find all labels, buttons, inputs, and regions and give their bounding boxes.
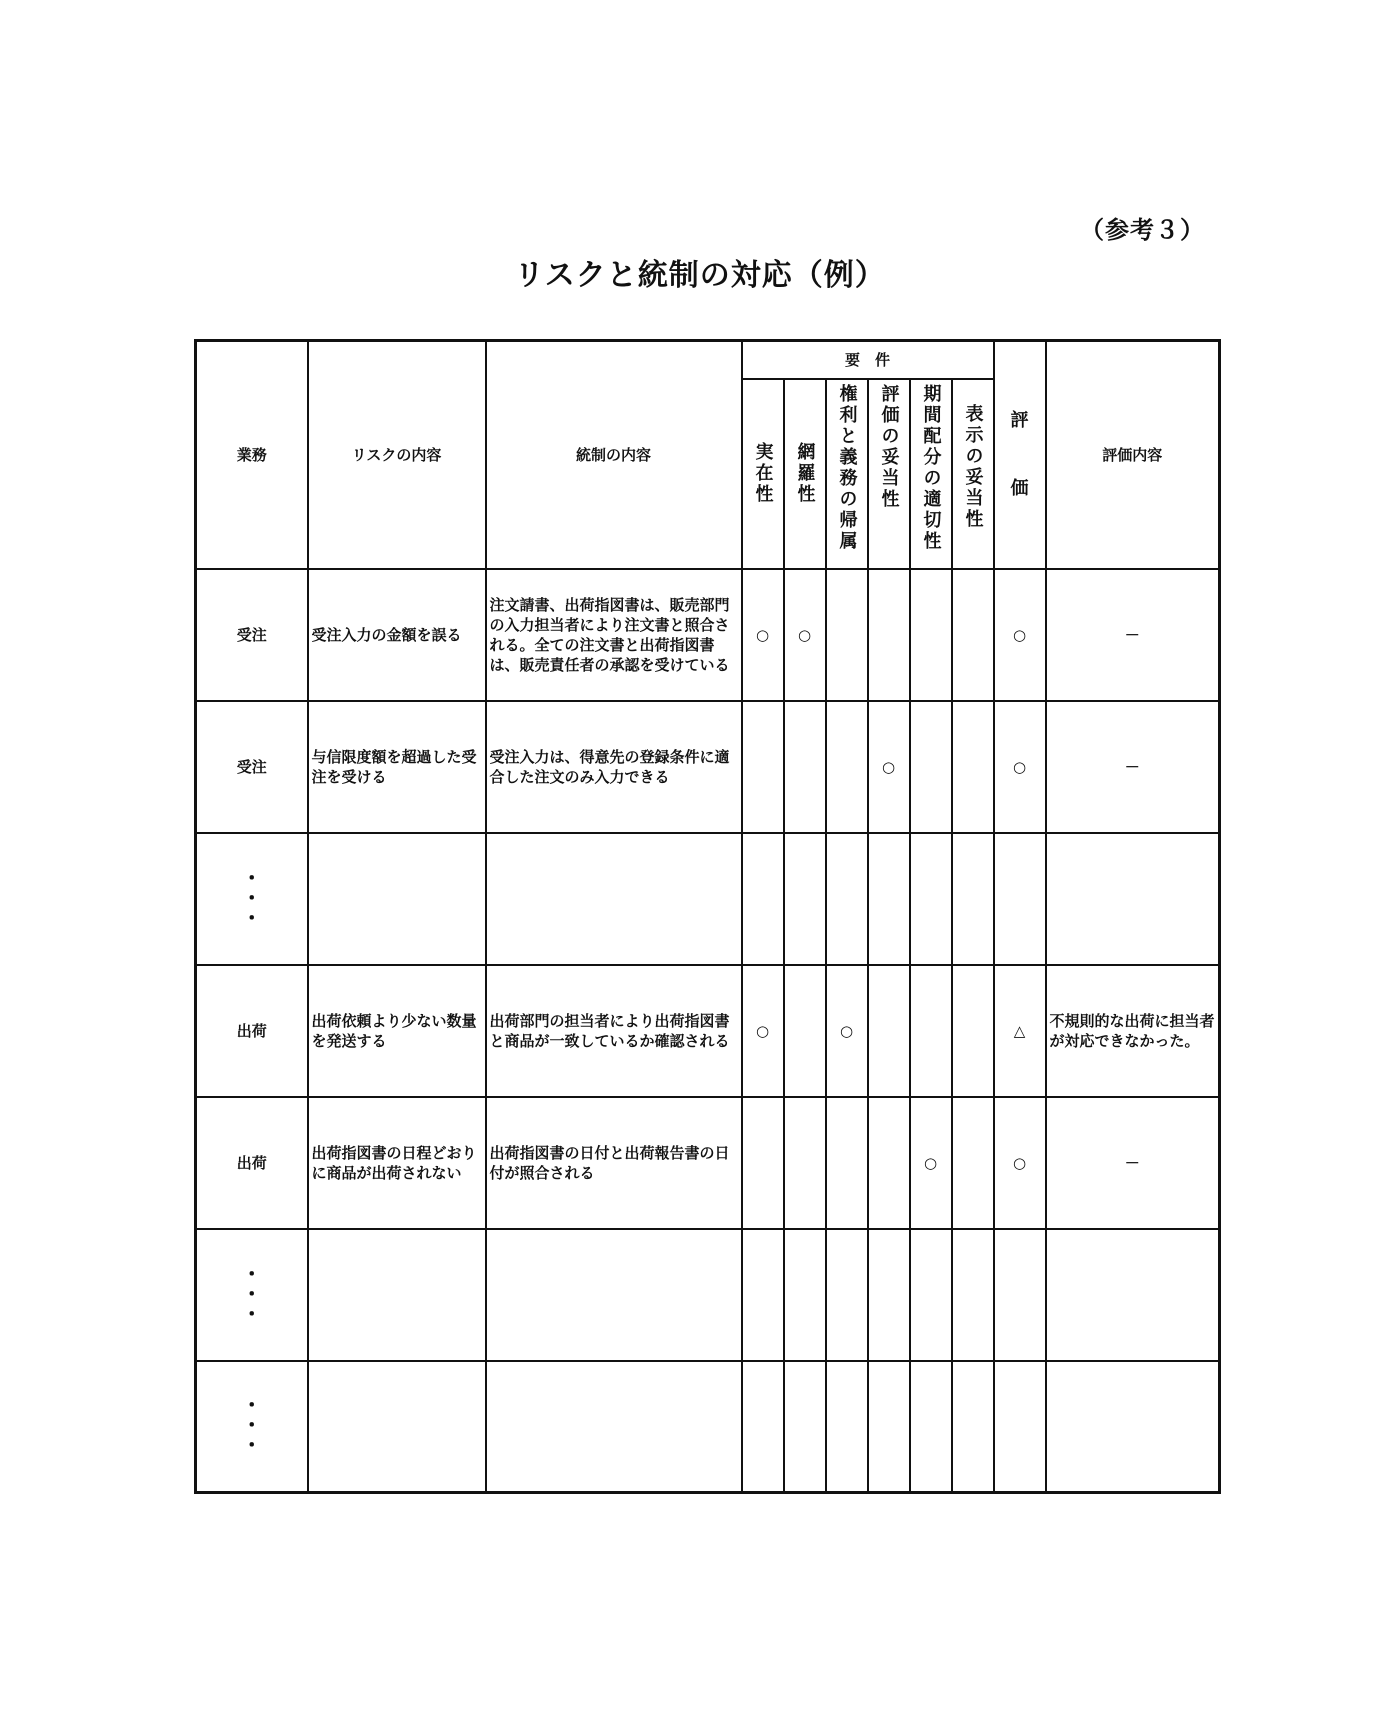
header-req-valuation-label: 評価の妥当性	[878, 383, 900, 510]
cell-evaluation	[994, 1361, 1046, 1493]
cell-req-completeness	[784, 833, 826, 965]
table-row	[196, 833, 1220, 965]
cell-req-existence	[742, 1361, 784, 1493]
cell-evaluation-detail: －	[1046, 701, 1220, 833]
table-row	[196, 701, 1220, 833]
header-req-completeness-label: 網羅性	[794, 441, 816, 505]
cell-req-rights	[826, 1361, 868, 1493]
risk-control-table	[194, 339, 1221, 1494]
cell-req-completeness	[784, 1097, 826, 1229]
header-evaluation	[994, 341, 1046, 569]
ellipsis-mark: ・ ・ ・	[241, 865, 262, 930]
header-req-rights-label: 権利と義務の帰属	[836, 383, 858, 552]
header-req-existence	[742, 379, 784, 569]
cell-req-valuation	[868, 833, 910, 965]
cell-req-completeness: ○	[784, 569, 826, 701]
cell-req-completeness	[784, 701, 826, 833]
cell-req-existence	[742, 1229, 784, 1361]
cell-req-presentation	[952, 1229, 994, 1361]
cell-control: 注文請書、出荷指図書は、販売部門の入力担当者により注文書と照合される。全ての注文書と出荷指図書は、販売責任者の承認を受けている	[486, 569, 742, 701]
cell-req-completeness	[784, 1229, 826, 1361]
cell-evaluation-detail	[1046, 833, 1220, 965]
cell-business	[196, 833, 308, 965]
ellipsis-mark: ・ ・ ・	[241, 1393, 262, 1458]
header-req-cutoff-label: 期間配分の適切性	[920, 383, 942, 552]
cell-req-cutoff	[910, 1229, 952, 1361]
header-business: 業務	[196, 341, 308, 569]
cell-req-presentation	[952, 833, 994, 965]
cell-req-existence	[742, 1097, 784, 1229]
cell-evaluation: ○	[994, 569, 1046, 701]
header-req-cutoff	[910, 379, 952, 569]
cell-req-valuation	[868, 1361, 910, 1493]
cell-risk	[308, 1229, 486, 1361]
cell-req-rights	[826, 569, 868, 701]
cell-evaluation-detail	[1046, 1361, 1220, 1493]
cell-req-valuation	[868, 1229, 910, 1361]
cell-business: 出荷	[196, 965, 308, 1097]
cell-req-presentation	[952, 701, 994, 833]
cell-business	[196, 1229, 308, 1361]
reference-label: （参考３）	[1080, 216, 1205, 244]
cell-business: 出荷	[196, 1097, 308, 1229]
cell-risk: 受注入力の金額を誤る	[308, 569, 486, 701]
cell-evaluation	[994, 1229, 1046, 1361]
cell-req-presentation	[952, 1097, 994, 1229]
cell-evaluation-detail: －	[1046, 569, 1220, 701]
cell-req-completeness	[784, 965, 826, 1097]
cell-req-rights	[826, 701, 868, 833]
table-body	[196, 569, 1220, 1493]
cell-req-cutoff	[910, 569, 952, 701]
cell-evaluation-detail	[1046, 1229, 1220, 1361]
cell-evaluation: ○	[994, 701, 1046, 833]
cell-req-existence	[742, 701, 784, 833]
cell-req-existence: ○	[742, 569, 784, 701]
cell-req-cutoff	[910, 701, 952, 833]
cell-req-presentation	[952, 1361, 994, 1493]
header-risk: リスクの内容	[308, 341, 486, 569]
cell-req-existence: ○	[742, 965, 784, 1097]
cell-control: 出荷部門の担当者により出荷指図書と商品が一致しているか確認される	[486, 965, 742, 1097]
header-req-rights	[826, 379, 868, 569]
cell-control	[486, 833, 742, 965]
cell-control	[486, 1229, 742, 1361]
cell-business	[196, 1361, 308, 1493]
cell-risk	[308, 1361, 486, 1493]
cell-req-cutoff	[910, 1361, 952, 1493]
cell-req-valuation: ○	[868, 701, 910, 833]
cell-risk: 与信限度額を超過した受注を受ける	[308, 701, 486, 833]
header-evaluation-detail: 評価内容	[1046, 341, 1220, 569]
cell-business: 受注	[196, 569, 308, 701]
cell-business: 受注	[196, 701, 308, 833]
header-req-existence-label: 実在性	[752, 441, 774, 505]
header-evaluation-bottom: 価	[1010, 477, 1029, 499]
cell-req-presentation	[952, 965, 994, 1097]
table-row	[196, 965, 1220, 1097]
cell-control: 受注入力は、得意先の登録条件に適合した注文のみ入力できる	[486, 701, 742, 833]
cell-req-cutoff: ○	[910, 1097, 952, 1229]
cell-evaluation: △	[994, 965, 1046, 1097]
document-title: リスクと統制の対応（例）	[514, 258, 886, 293]
cell-evaluation	[994, 833, 1046, 965]
cell-evaluation: ○	[994, 1097, 1046, 1229]
cell-req-rights	[826, 833, 868, 965]
header-req-presentation	[952, 379, 994, 569]
cell-control	[486, 1361, 742, 1493]
table-row	[196, 1097, 1220, 1229]
cell-req-presentation	[952, 569, 994, 701]
table-row	[196, 569, 1220, 701]
header-control: 統制の内容	[486, 341, 742, 569]
header-req-completeness	[784, 379, 826, 569]
cell-risk	[308, 833, 486, 965]
table-row	[196, 1229, 1220, 1361]
header-requirements: 要 件	[742, 341, 994, 379]
header-evaluation-top: 評	[1010, 409, 1029, 431]
cell-req-valuation	[868, 1097, 910, 1229]
cell-req-valuation	[868, 965, 910, 1097]
cell-req-completeness	[784, 1361, 826, 1493]
cell-risk: 出荷依頼より少ない数量を発送する	[308, 965, 486, 1097]
cell-evaluation-detail: －	[1046, 1097, 1220, 1229]
ellipsis-mark: ・ ・ ・	[241, 1261, 262, 1326]
cell-req-cutoff	[910, 965, 952, 1097]
cell-req-cutoff	[910, 833, 952, 965]
cell-evaluation-detail: 不規則的な出荷に担当者が対応できなかった。	[1046, 965, 1220, 1097]
cell-control: 出荷指図書の日付と出荷報告書の日付が照合される	[486, 1097, 742, 1229]
cell-req-rights	[826, 1229, 868, 1361]
header-req-valuation	[868, 379, 910, 569]
cell-req-rights: ○	[826, 965, 868, 1097]
header-req-presentation-label: 表示の妥当性	[962, 403, 984, 530]
cell-req-valuation	[868, 569, 910, 701]
cell-req-existence	[742, 833, 784, 965]
cell-risk: 出荷指図書の日程どおりに商品が出荷されない	[308, 1097, 486, 1229]
table-row	[196, 1361, 1220, 1493]
cell-req-rights	[826, 1097, 868, 1229]
